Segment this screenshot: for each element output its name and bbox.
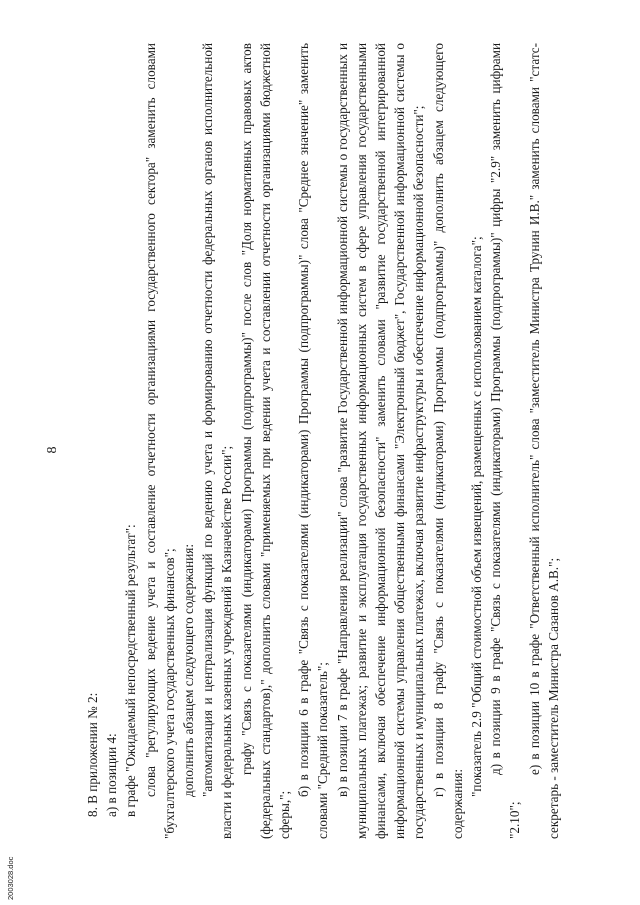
paragraph: г) в позиции 8 графу "Связь с показателями (индикаторами) Программы (подпрограммы)" дополнить абзацем следующего содержания: xyxy=(430,43,465,839)
paragraph: "показатель 2.9 "Общий стоимостной объем извещений, размещенных с использованием каталога"; xyxy=(469,236,485,797)
paragraph: 8. В приложении № 2: xyxy=(85,692,100,817)
footer-file-code-text: 2003028.doc xyxy=(6,856,15,900)
paragraph: графу "Связь с показателями (индикаторами) Программы (подпрограммы)" после слов "Доля нормативных правовых актов (федеральных стандартов)," дополнить словами "применяемых при ведении учета и составлении отчетности организациями бюджетной сферы,"; xyxy=(238,43,293,839)
page-number: 8 xyxy=(45,446,60,454)
paragraph: в) в позиции 7 в графе "Направления реализации" слова "развитие Государственной информационной системы о государственных и муниципальных платежах; развитие и эксплуатация государственных информационных систем в сфере управления государственными финансами, включая обеспечение информационной безопасности" заменить словами "развитие государственной интегрированной информационной системы управления общественными финансами "Электронный бюджет", Государственной информационной системы о государственных и муниципальных платежах, включая развитие инфраструктуры и обеспечение информационной безопасности"; xyxy=(334,43,427,839)
paragraph: слова "регулирующих ведение учета и составление отчетности организациями государственного сектора" заменить словами "бухгалтерского учета государственных финансов"; xyxy=(142,43,177,839)
paragraph: б) в позиции 6 в графе "Связь с показателями (индикаторами) Программы (подпрограммы)" слова "Среднее значение" заменить словами "Средний показатель"; xyxy=(296,43,331,839)
paragraph: д) в позиции 9 в графе "Связь с показателями (индикаторами) Программы (подпрограммы)" цифры "2.9" заменить цифрами "2.10"; xyxy=(488,43,523,839)
paragraph: "автоматизация и централизация функций по ведению учета и формированию отчетности федеральных органов исполнительной власти и федеральных казенных учреждений в Казначействе России"; xyxy=(200,43,235,839)
paragraph: в графе "Ожидаемый непосредственный результат": xyxy=(123,524,139,817)
document-body xyxy=(83,43,563,839)
paragraph: дополнить абзацем следующего содержания: xyxy=(181,543,197,797)
paragraph: е) в позиции 10 в графе "Ответственный исполнитель" слова "заместитель Министра Трунин И.В." заменить словами "статс-секретарь - заместитель Министра Сазанов А.В."; xyxy=(526,43,561,839)
paragraph: а) в позиции 4: xyxy=(104,733,120,817)
footer-file-code xyxy=(6,856,18,900)
rotated-document-page xyxy=(40,35,600,865)
